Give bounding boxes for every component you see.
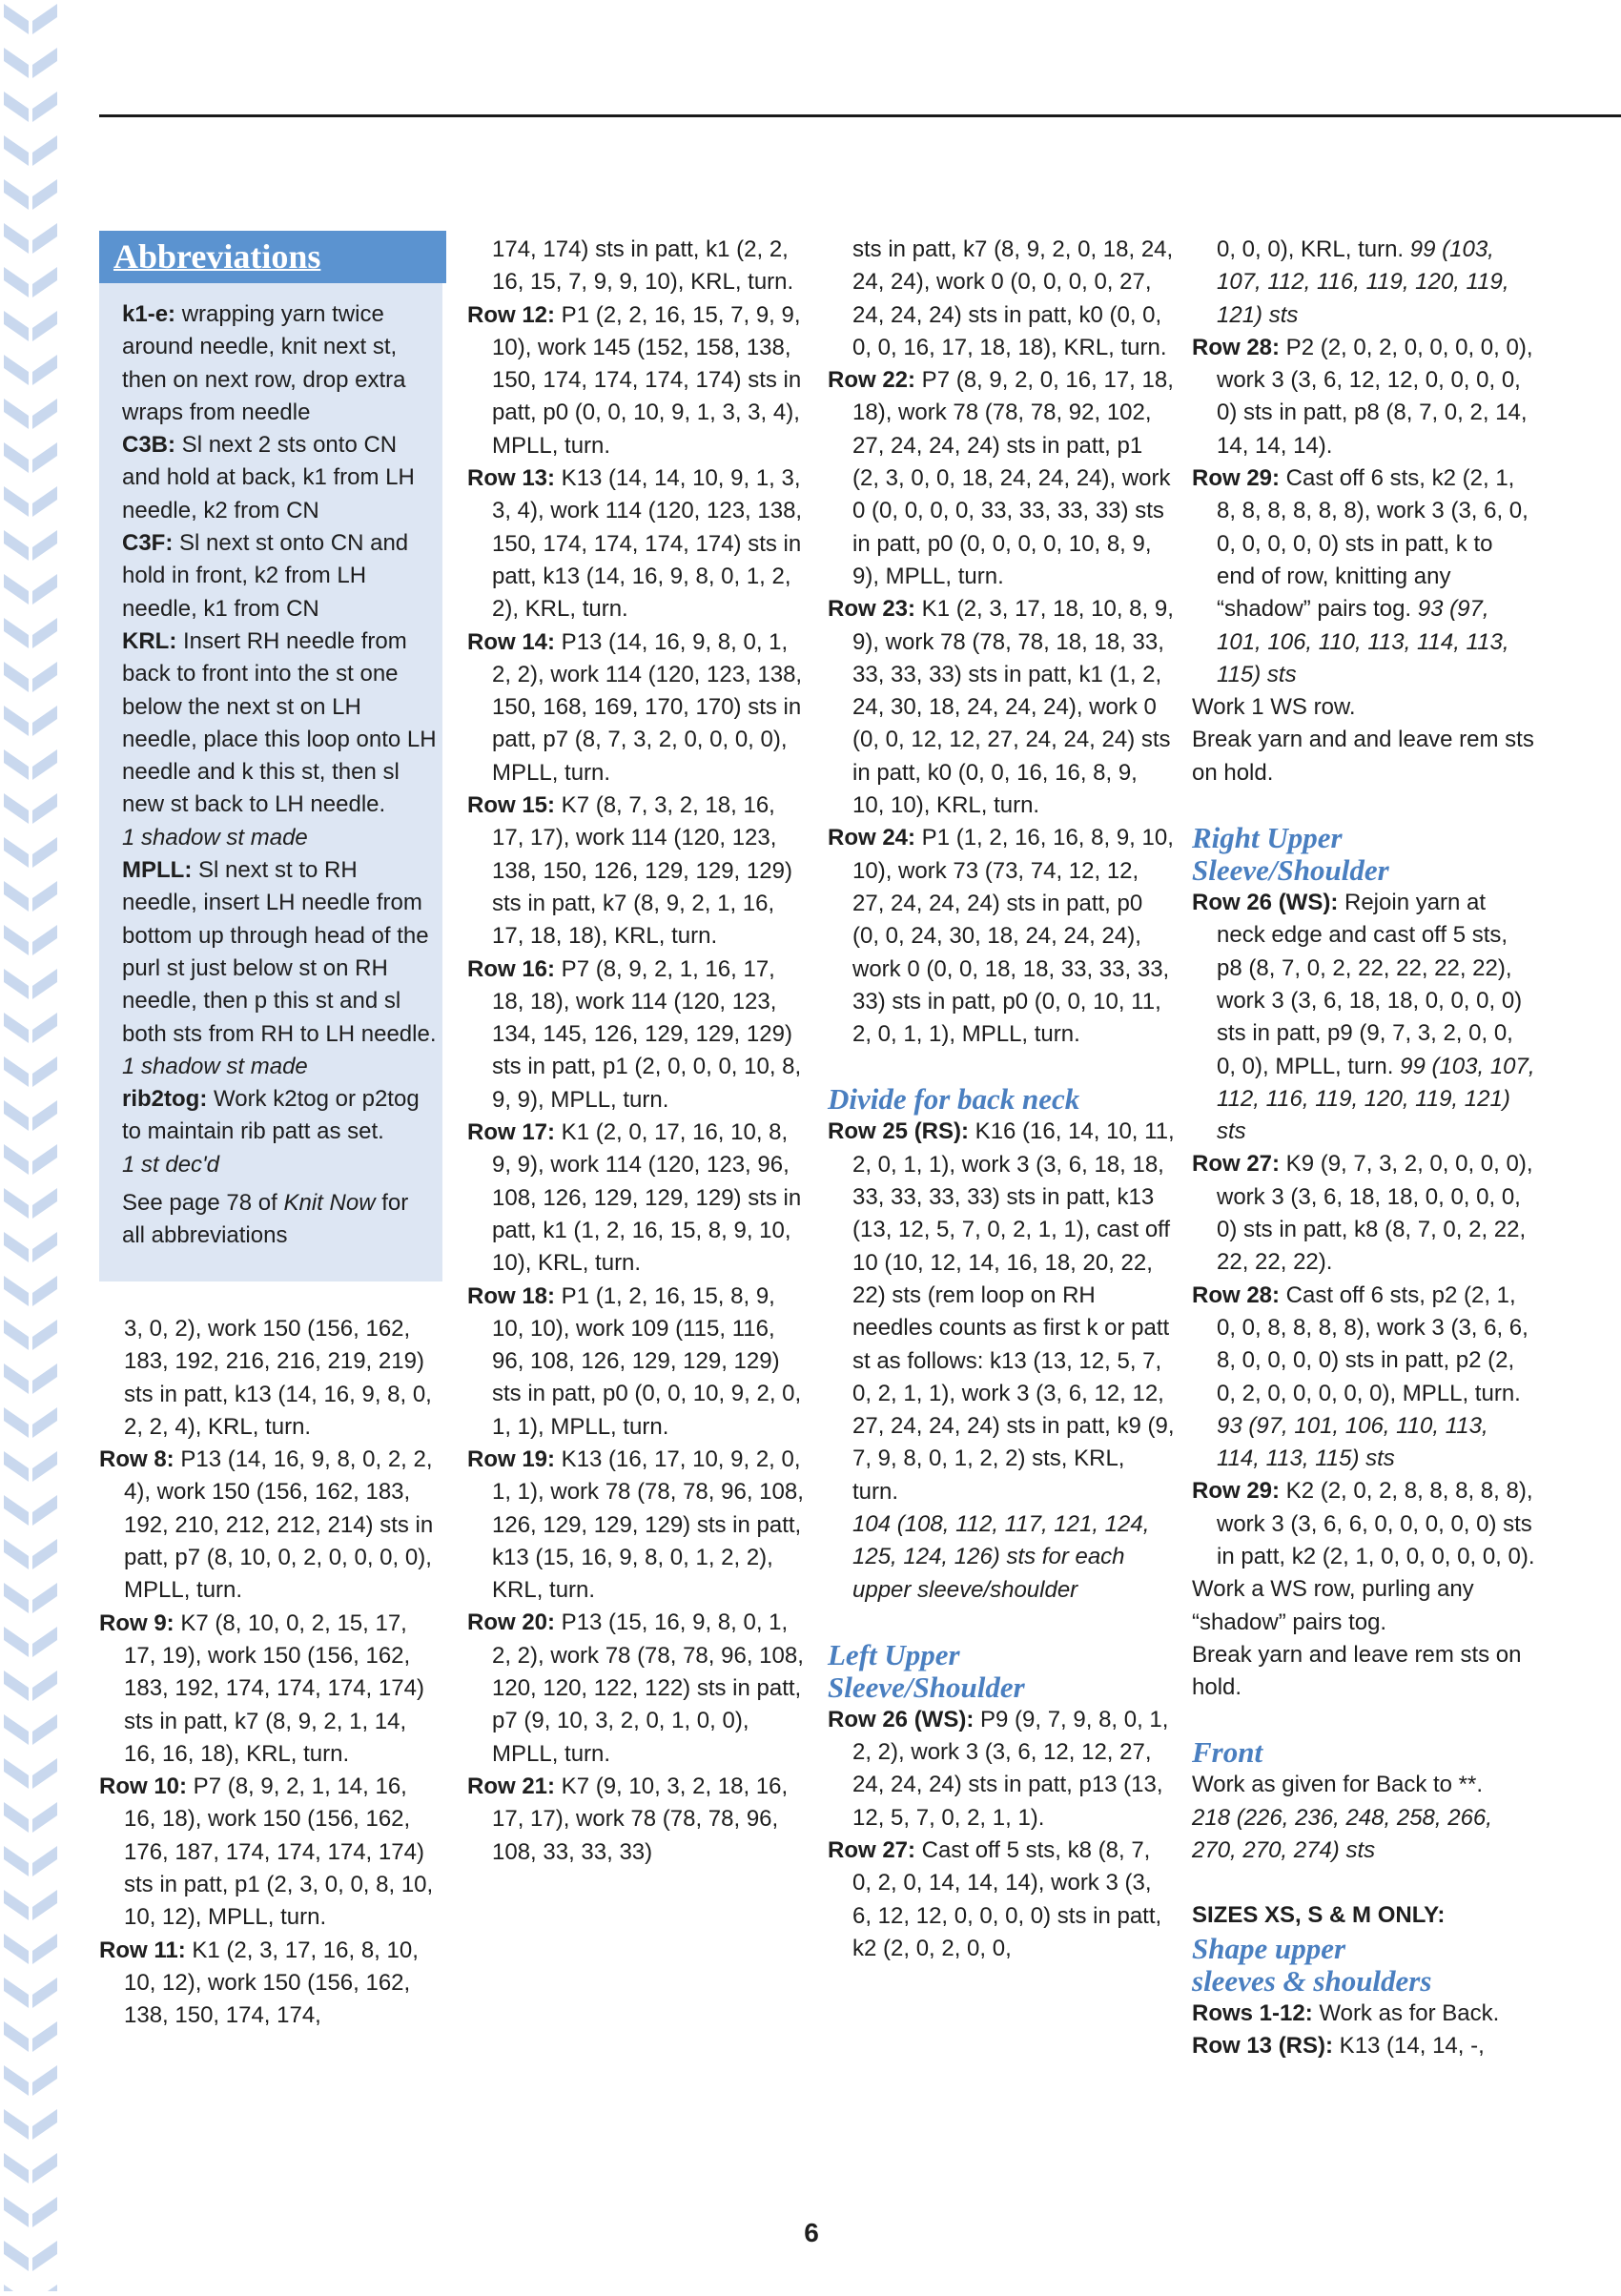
break-yarn-left: Break yarn and and leave rem sts on hold.	[1192, 727, 1534, 786]
heading-shape-upper-sleeves: Shape upper sleeves & shoulders	[1192, 1931, 1432, 1998]
rows-1-12: Rows 1-12: Work as for Back.	[1192, 1999, 1500, 2026]
front-stitch-count: 218 (226, 236, 248, 258, 266, 270, 270, 274) sts	[1192, 1804, 1492, 1864]
abbreviations-title-bar	[99, 231, 446, 283]
row-9: Row 9: K7 (8, 10, 0, 2, 15, 17, 17, 19), work 150 (156, 162, 183, 192, 174, 174, 174, 174) sts in patt, k7 (8, 9, 2, 1, 14, 16, 16, 18), KRL, turn.	[99, 1609, 424, 1767]
abbr-c3f: C3F: Sl next st onto CN and hold in front, k2 from LH needle, k1 from CN	[122, 530, 409, 622]
row-29-left: Row 29: Cast off 6 sts, k2 (2, 1, 8, 8, 8, 8, 8, 8), work 3 (3, 6, 0, 0, 0, 0, 0, 0) sts in patt, k to end of row, knitting any “shadow” pairs tog. 93 (97, 101, 106, 110, 113, 114, 113, 115) sts	[1192, 465, 1529, 687]
column-2	[467, 234, 810, 1869]
row-13: Row 13: K13 (14, 14, 10, 9, 1, 3, 3, 4), work 114 (120, 123, 138, 150, 174, 174, 174, 174) sts in patt, k13 (14, 16, 9, 8, 0, 1, 2, 2), KRL, turn.	[467, 465, 803, 623]
row-26-left: Row 26 (WS): P9 (9, 7, 9, 8, 0, 1, 2, 2), work 3 (3, 6, 12, 12, 27, 24, 24, 24) sts in patt, p13 (13, 12, 5, 7, 0, 2, 1, 1).	[828, 1706, 1169, 1831]
row-18: Row 18: P1 (1, 2, 16, 15, 8, 9, 10, 10), work 109 (115, 116, 96, 108, 126, 129, 129, 129) sts in patt, p0 (0, 0, 10, 9, 2, 0, 1, 1), MPLL, turn.	[467, 1282, 802, 1440]
abbreviations-list	[122, 298, 437, 1253]
abbr-mpll: MPLL: Sl next st to RH needle, insert LH needle from bottom up through head of the purl st just below st on RH needle, then p this st and sl both sts from RH to LH needle. 1 shadow st made	[122, 857, 437, 1079]
row-25: Row 25 (RS): K16 (16, 14, 10, 11, 2, 0, 1, 1), work 3 (3, 6, 18, 18, 33, 33, 33, 33) sts in patt, k13 (13, 12, 5, 7, 0, 2, 1, 1), cast off 10 (10, 12, 14, 16, 18, 20, 22, 22) sts (rem loop on RH needles counts as first k or patt st as follows: k13 (13, 12, 5, 7, 0, 2, 1, 1), work 3 (3, 6, 12, 12, 27, 24, 24, 24) sts in patt, k9 (9, 7, 9, 8, 0, 1, 2, 2) sts, KRL, turn. 104 (108, 112, 117, 121, 124, 125, 124, 126) sts for each upper sleeve/shoulder	[828, 1118, 1175, 1603]
heading-front: Front	[1192, 1735, 1263, 1770]
col3-continuation: sts in patt, k7 (8, 9, 2, 0, 18, 24, 24, 24), work 0 (0, 0, 0, 0, 27, 24, 24, 24) sts in patt, k0 (0, 0, 0, 0, 16, 17, 18, 18), KRL, turn.	[852, 236, 1174, 360]
top-rule	[99, 114, 1621, 117]
column-4	[1192, 234, 1535, 2062]
work-ws-row: Work 1 WS row.	[1192, 694, 1356, 721]
abbr-krl: KRL: Insert RH needle from back to front into the st one below the next st on LH needle, place this loop onto LH needle and k this st, then sl new st back to LH needle. 1 shadow st made	[122, 627, 437, 851]
chevron-border	[0, 0, 61, 2291]
row-12: Row 12: P1 (2, 2, 16, 15, 7, 9, 9, 10), work 145 (152, 158, 138, 150, 174, 174, 174, 174) sts in patt, p0 (0, 0, 10, 9, 1, 3, 3, 4), MPLL, turn.	[467, 301, 802, 459]
row-10: Row 10: P7 (8, 9, 2, 1, 14, 16, 16, 18), work 150 (156, 162, 176, 187, 174, 174, 174, 174) sts in patt, p1 (2, 3, 0, 0, 8, 10, 10, 12), MPLL, turn.	[99, 1773, 434, 1931]
row-17: Row 17: K1 (2, 0, 17, 16, 10, 8, 9, 9), work 114 (120, 123, 96, 108, 126, 129, 129, 129) sts in patt, k1 (1, 2, 16, 15, 8, 9, 10, 10), KRL, turn.	[467, 1119, 802, 1277]
abbr-rib2tog: rib2tog: Work k2tog or p2tog to maintain rib patt as set. 1 st dec'd	[122, 1086, 420, 1178]
row-15: Row 15: K7 (8, 7, 3, 2, 18, 16, 17, 17), work 114 (120, 123, 138, 150, 126, 129, 129, 129) sts in patt, k7 (8, 9, 2, 1, 16, 17, 18, 18), KRL, turn.	[467, 792, 792, 950]
row-16: Row 16: P7 (8, 9, 2, 1, 16, 17, 18, 18), work 114 (120, 123, 134, 145, 126, 129, 129, 129) sts in patt, p1 (2, 0, 0, 0, 10, 8, 9, 9), MPLL, turn.	[467, 955, 802, 1113]
row-19: Row 19: K13 (16, 17, 10, 9, 2, 0, 1, 1), work 78 (78, 78, 96, 108, 126, 129, 129, 129) sts in patt, k13 (15, 16, 9, 8, 0, 1, 2, 2), KRL, turn.	[467, 1445, 804, 1604]
break-yarn-right: Break yarn and leave rem sts on hold.	[1192, 1641, 1522, 1701]
row-22: Row 22: P7 (8, 9, 2, 0, 16, 17, 18, 18), work 78 (78, 78, 92, 102, 27, 24, 24, 24) sts in patt, p1 (2, 3, 0, 0, 18, 24, 24, 24), work 0 (0, 0, 0, 0, 33, 33, 33, 33) sts in patt, p0 (0, 0, 0, 0, 10, 8, 9, 9), MPLL, turn.	[828, 367, 1174, 589]
column-1	[99, 1313, 442, 2033]
col1-continuation: 3, 0, 2), work 150 (156, 162, 183, 192, 216, 216, 219, 219) sts in patt, k13 (14, 16, 9, 8, 0, 2, 2, 4), KRL, turn.	[124, 1316, 432, 1440]
col2-continuation: 174, 174) sts in patt, k1 (2, 2, 16, 15, 7, 9, 9, 10), KRL, turn.	[492, 236, 794, 296]
row-26-right: Row 26 (WS): Rejoin yarn at neck edge and cast off 5 sts, p8 (8, 7, 0, 2, 22, 22, 22, 22), work 3 (3, 6, 18, 18, 0, 0, 0, 0) sts in patt, p9 (9, 7, 3, 2, 0, 0, 0, 0), MPLL, turn. 99 (103, 107, 112, 116, 119, 120, 119, 121) sts	[1192, 890, 1535, 1145]
row-24: Row 24: P1 (1, 2, 16, 16, 8, 9, 10, 10), work 73 (73, 74, 12, 12, 27, 24, 24, 24) sts in patt, p0 (0, 0, 24, 30, 18, 24, 24, 24), work 0 (0, 0, 18, 18, 33, 33, 33, 33) sts in patt, p0 (0, 0, 10, 11, 2, 0, 1, 1), MPLL, turn.	[828, 825, 1174, 1048]
row-13-front: Row 13 (RS): K13 (14, 14, -,	[1192, 2032, 1485, 2059]
column-3	[828, 234, 1175, 1965]
row-27-right: Row 27: K9 (9, 7, 3, 2, 0, 0, 0, 0), work 3 (3, 6, 18, 18, 0, 0, 0, 0, 0) sts in patt, k8 (8, 7, 0, 2, 22, 22, 22, 22).	[1192, 1151, 1533, 1276]
abbr-see-page: See page 78 of Knit Now for all abbreviations	[122, 1190, 409, 1249]
row-21: Row 21: K7 (9, 10, 3, 2, 18, 16, 17, 17), work 78 (78, 78, 96, 108, 33, 33, 33)	[467, 1773, 789, 1865]
row-27-left: Row 27: Cast off 5 sts, k8 (8, 7, 0, 2, 0, 14, 14, 14), work 3 (3, 6, 12, 12, 0, 0, 0, 0) sts in patt, k2 (2, 0, 2, 0, 0,	[828, 1837, 1162, 1961]
row-28-left: Row 28: P2 (2, 0, 2, 0, 0, 0, 0, 0), work 3 (3, 6, 12, 12, 0, 0, 0, 0, 0) sts in patt, p8 (8, 7, 0, 2, 14, 14, 14, 14).	[1192, 334, 1533, 459]
col4-continuation: 0, 0, 0), KRL, turn. 99 (103, 107, 112, 116, 119, 120, 119, 121) sts	[1217, 236, 1509, 328]
row-14: Row 14: P13 (14, 16, 9, 8, 0, 1, 2, 2), work 114 (120, 123, 138, 150, 168, 169, 170, 170) sts in patt, p7 (8, 7, 3, 2, 0, 0, 0, 0), MPLL, turn.	[467, 628, 803, 786]
work-ws-purling: Work a WS row, purling any “shadow” pairs tog.	[1192, 1576, 1474, 1635]
row-29-right: Row 29: K2 (2, 0, 2, 8, 8, 8, 8, 8), work 3 (3, 6, 6, 0, 0, 0, 0, 0) sts in patt, k2 (2, 1, 0, 0, 0, 0, 0, 0).	[1192, 1478, 1535, 1569]
row-20: Row 20: P13 (15, 16, 9, 8, 0, 1, 2, 2), work 78 (78, 78, 96, 108, 120, 120, 122, 122) sts in patt, p7 (9, 10, 3, 2, 0, 1, 0, 0), MPLL, turn.	[467, 1609, 804, 1767]
abbreviations-title: Abbreviations	[113, 237, 321, 276]
front-text: Work as given for Back to **.	[1192, 1772, 1484, 1798]
heading-right-upper-sleeve: Right Upper Sleeve/Shoulder	[1192, 821, 1389, 888]
abbr-c3b: C3B: Sl next 2 sts onto CN and hold at back, k1 from LH needle, k2 from CN	[122, 432, 415, 523]
heading-left-upper-sleeve: Left Upper Sleeve/Shoulder	[828, 1637, 1025, 1704]
row-23: Row 23: K1 (2, 3, 17, 18, 10, 8, 9, 9), work 78 (78, 78, 18, 18, 33, 33, 33, 33) sts in patt, k1 (1, 2, 24, 30, 18, 24, 24, 24), work 0 (0, 0, 12, 12, 27, 24, 24, 24) sts in patt, k0 (0, 0, 16, 16, 8, 9, 10, 10), KRL, turn.	[828, 596, 1174, 819]
sizes-label: SIZES XS, S & M ONLY:	[1192, 1902, 1446, 1929]
heading-divide-back-neck: Divide for back neck	[828, 1082, 1080, 1117]
page-number: 6	[804, 2218, 819, 2247]
abbr-k1e: k1-e: wrapping yarn twice around needle, knit next st, then on next row, drop extra wraps from needle	[122, 301, 406, 425]
row-28-right: Row 28: Cast off 6 sts, p2 (2, 1, 0, 0, 8, 8, 8, 8), work 3 (3, 6, 6, 8, 0, 0, 0, 0) sts in patt, p2 (2, 0, 2, 0, 0, 0, 0, 0), MPLL, turn. 93 (97, 101, 106, 110, 113, 114, 113, 115) sts	[1192, 1281, 1529, 1472]
row-11: Row 11: K1 (2, 3, 17, 16, 8, 10, 10, 12), work 150 (156, 162, 138, 150, 174, 174,	[99, 1937, 419, 2029]
row-8: Row 8: P13 (14, 16, 9, 8, 0, 2, 2, 4), work 150 (156, 162, 183, 192, 210, 212, 212, 214) sts in patt, p7 (8, 10, 0, 2, 0, 0, 0, 0), MPLL, turn.	[99, 1446, 434, 1604]
